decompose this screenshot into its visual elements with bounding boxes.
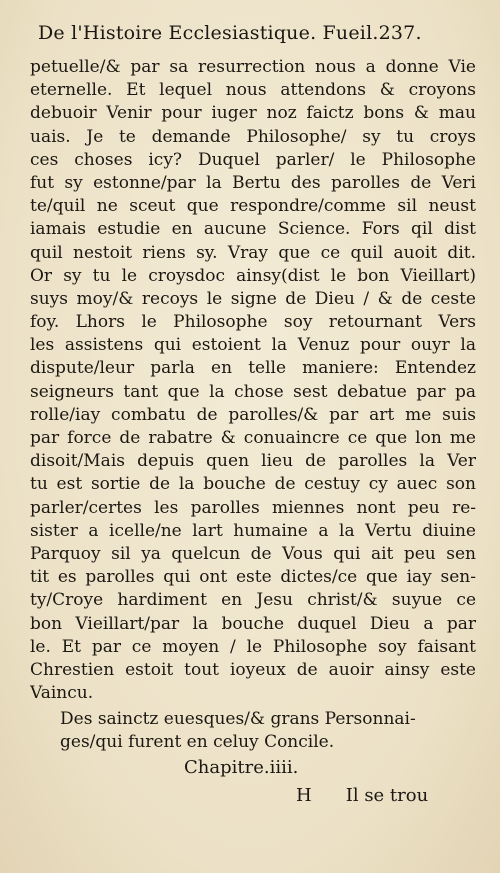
section-heading-line: Des sainctz euesques/& grans Personnai- (60, 709, 416, 729)
signature-mark: H (296, 785, 312, 806)
text-line: eternelle. Et lequel nous attendons & croyons (30, 80, 476, 101)
text-line: les assistens qui estoient la Venuz pour ouyr la (30, 335, 476, 356)
text-line: le. Et par ce moyen / le Philosophe soy faisant (30, 636, 476, 657)
text-line: Chrestien estoit tout ioyeux de auoir ainsy este (30, 659, 476, 680)
text-line: ces choses icy? Duquel parler/ le Philosophe (30, 149, 476, 170)
text-line: rolle/iay combatu de parolles/& par art me suis (30, 404, 476, 425)
text-line: quil nestoit riens sy. Vray que ce quil auoit dit. (30, 242, 476, 263)
text-line: disoit/Mais depuis quen lieu de parolles la Ver (30, 451, 476, 472)
text-line: petuelle/& par sa resurrection nous a donne Vie (30, 57, 476, 77)
text-line: par force de rabatre & conuaincre ce que lon me (30, 428, 476, 448)
section-heading (60, 708, 460, 754)
text-line: suys moy/& recoys le signe de Dieu / & de ceste (30, 288, 476, 309)
page-footer (296, 784, 446, 808)
text-line: tu est sortie de la bouche de cestuy cy auec son (30, 474, 476, 495)
text-line: Or sy tu le croysdoc ainsy(dist le bon Vieillart) (30, 265, 476, 286)
text-line: sister a icelle/ne lart humaine a la Vertu diuine (30, 520, 476, 541)
text-line: fut sy estonne/par la Bertu des parolles de Veri (30, 172, 476, 193)
chapter-title: Chapitre.iiii. (184, 757, 299, 778)
text-line: uais. Je te demande Philosophe/ sy tu croys (30, 126, 476, 147)
text-line: dispute/leur parla en telle maniere: Entendez (30, 358, 476, 379)
body-text (30, 56, 476, 705)
catchword: Il se trou (345, 785, 429, 806)
section-heading-line: ges/qui furent en celuy Concile. (60, 732, 335, 753)
text-line: Vaincu. (30, 683, 94, 704)
text-line: ty/Croye hardiment en Jesu christ/& suyue ce (30, 590, 476, 611)
text-line: parler/certes les parolles miennes nont peu re- (30, 497, 476, 518)
text-line: te/quil ne sceut que respondre/comme sil neust (30, 196, 476, 217)
text-line: iamais estudie en aucune Science. Fors qil dist (30, 219, 476, 240)
text-line: bon Vieillart/par la bouche duquel Dieu a par (30, 613, 476, 634)
text-line: debuoir Venir pour iuger noz faictz bons & mau (30, 103, 476, 124)
running-header: De l'Histoire Ecclesiastique. Fueil.237. (38, 22, 422, 44)
text-line: seigneurs tant que la chose sest debatue par pa (30, 381, 476, 402)
text-line: tit es parolles qui ont este dictes/ce que iay sen- (30, 567, 476, 588)
text-line: Parquoy sil ya quelcun de Vous qui ait peu sen (30, 543, 476, 564)
text-line: foy. Lhors le Philosophe soy retournant Vers (30, 312, 476, 333)
